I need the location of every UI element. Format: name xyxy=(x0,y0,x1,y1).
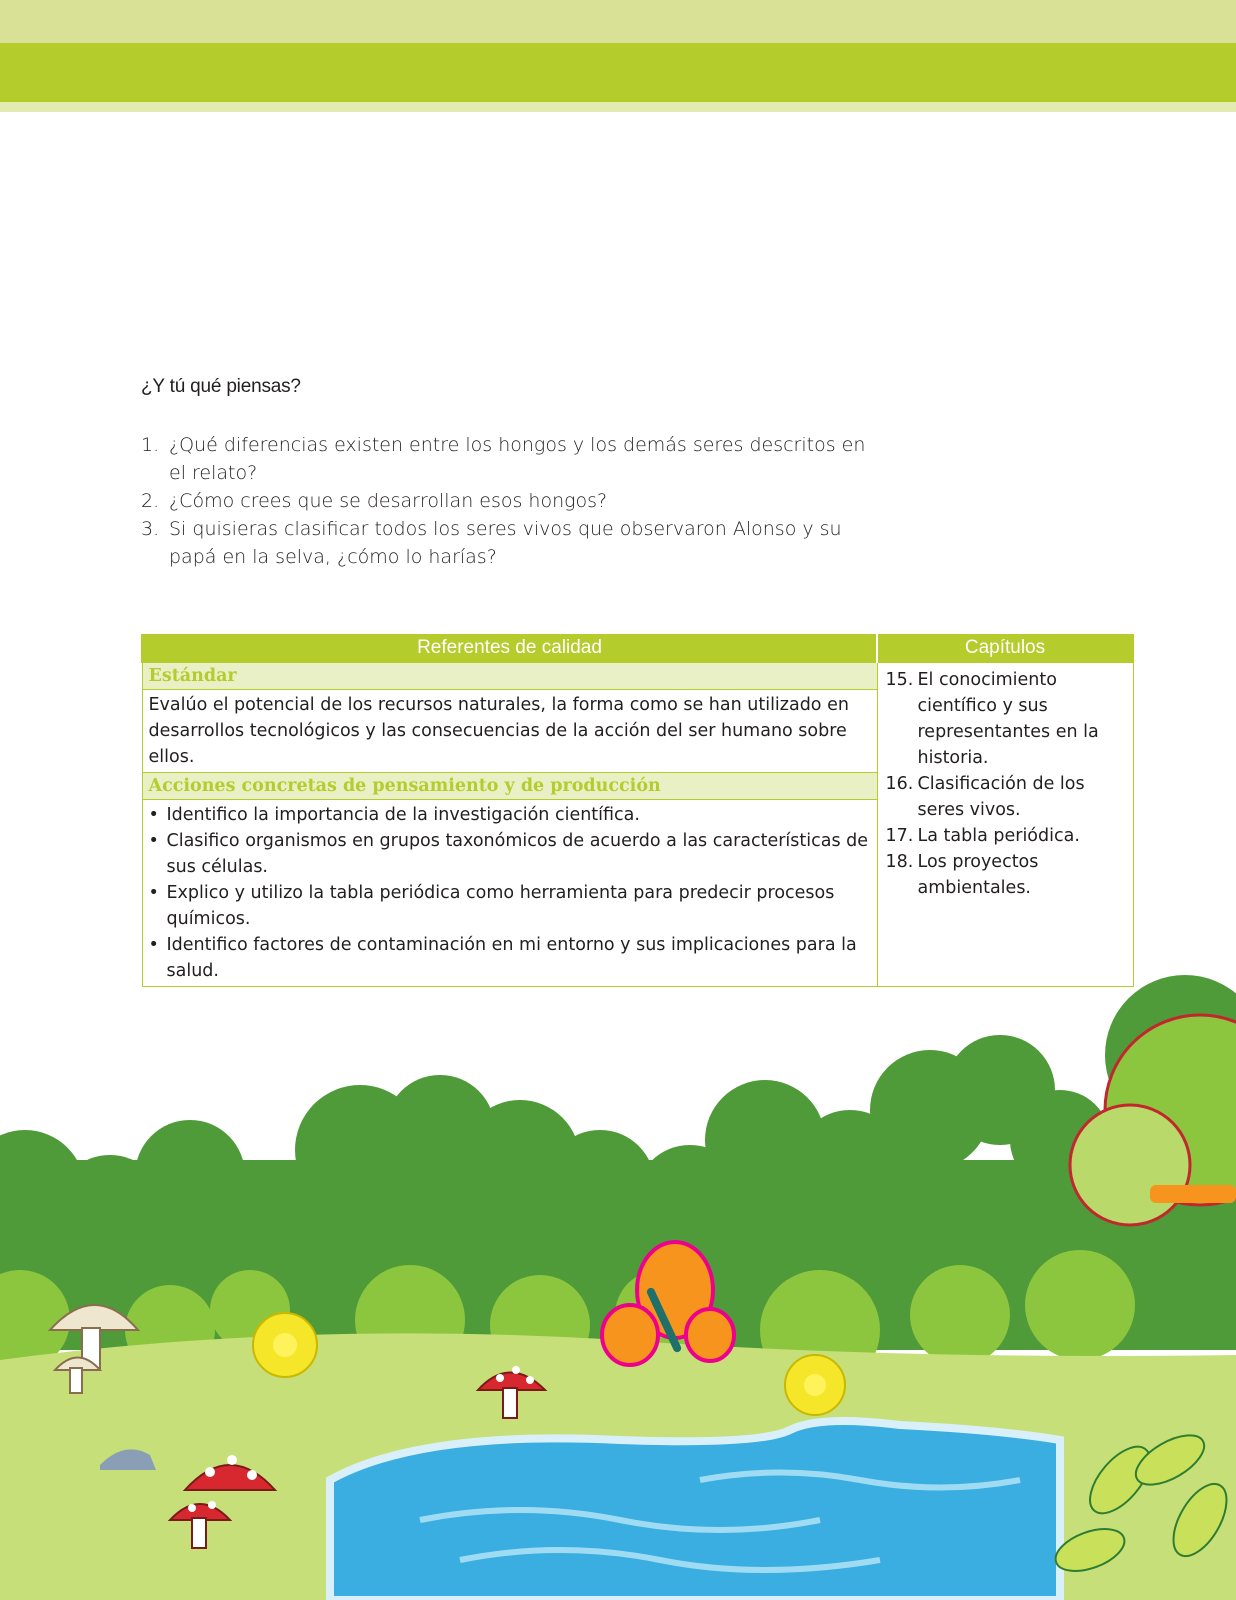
actions-list xyxy=(149,802,871,984)
chapter-title: El conocimiento científico y sus representantes en la historia. xyxy=(917,670,1099,768)
header-chapters: Capítulos xyxy=(877,634,1133,663)
large-tree-right xyxy=(1070,975,1236,1225)
question-number: 2. xyxy=(141,490,160,512)
chapter-item xyxy=(886,823,1125,849)
question-item xyxy=(141,487,881,515)
chapter-item xyxy=(886,771,1125,823)
questions-heading: ¿Y tú qué piensas? xyxy=(141,376,301,397)
pond-water xyxy=(330,1421,1060,1600)
actions-cell xyxy=(142,800,877,987)
chapter-item xyxy=(886,667,1125,771)
question-text: ¿Qué diferencias existen entre los hongos y los demás seres descritos en el relato? xyxy=(169,434,866,484)
header-band-line xyxy=(0,102,1236,112)
table-header-row xyxy=(142,634,1133,663)
chapters-list xyxy=(886,667,1125,901)
chapter-number: 17. xyxy=(885,826,914,846)
quality-standards-table xyxy=(141,634,1134,987)
chapter-number: 16. xyxy=(885,774,914,794)
standard-label: Estándar xyxy=(142,663,877,690)
action-item: • Identifico factores de contaminación en mi entorno y sus implicaciones para la salud. xyxy=(149,932,871,984)
question-item xyxy=(141,431,881,487)
chapter-title: Los proyectos ambientales. xyxy=(917,852,1039,898)
actions-label: Acciones concretas de pensamiento y de producción xyxy=(142,773,877,800)
chapter-number: 18. xyxy=(885,852,914,872)
chapters-cell xyxy=(877,663,1133,987)
header-quality-references: Referentes de calidad xyxy=(142,634,877,663)
question-item xyxy=(141,515,881,571)
header-band-light xyxy=(0,0,1236,43)
questions-list xyxy=(141,431,881,571)
yellow-flower-right xyxy=(785,1355,845,1415)
chapter-item xyxy=(886,849,1125,901)
chapter-number: 15. xyxy=(885,670,914,690)
chapter-title: Clasificación de los seres vivos. xyxy=(917,774,1085,820)
table-row xyxy=(142,663,1133,690)
action-item: • Clasifico organismos en grupos taxonómicos de acuerdo a las características de sus células. xyxy=(149,828,871,880)
action-item: • Explico y utilizo la tabla periódica como herramienta para predecir procesos químicos. xyxy=(149,880,871,932)
chapter-title: La tabla periódica. xyxy=(917,826,1080,846)
header-band-dark xyxy=(0,43,1236,102)
standard-text: Evalúo el potencial de los recursos naturales, la forma como se han utilizado en desarrollos tecnológicos y las consecuencias de la acción del ser humano sobre ellos. xyxy=(142,690,877,773)
question-number: 1. xyxy=(141,434,160,456)
yellow-flower-left xyxy=(253,1313,317,1377)
question-text: ¿Cómo crees que se desarrollan esos hongos? xyxy=(169,490,608,512)
question-number: 3. xyxy=(141,518,160,540)
question-text: Si quisieras clasificar todos los seres vivos que observaron Alonso y su papá en la selva, ¿cómo lo harías? xyxy=(169,518,842,568)
action-item: • Identifico la importancia de la investigación científica. xyxy=(149,802,871,828)
jungle-illustration xyxy=(0,960,1236,1600)
